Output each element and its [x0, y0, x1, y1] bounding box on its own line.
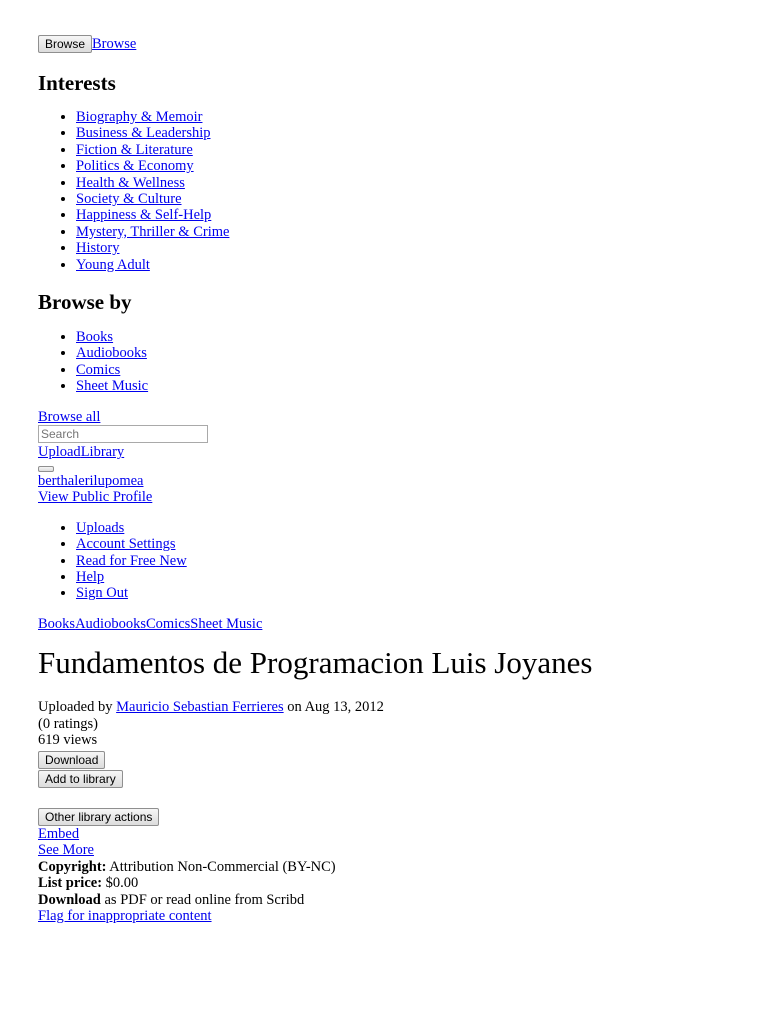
list-item [76, 142, 738, 158]
user-menu-uploads[interactable]: Uploads [76, 519, 125, 536]
search-input[interactable] [38, 425, 208, 443]
other-library-actions-button[interactable]: Other library actions [38, 808, 159, 826]
uploaded-date: on Aug 13, 2012 [283, 699, 384, 716]
interests-heading: Interests [38, 71, 116, 95]
browse-button[interactable]: Browse [38, 35, 92, 53]
user-menu-account-settings[interactable]: Account Settings [76, 536, 176, 553]
list-item [76, 240, 738, 256]
view-public-profile-link[interactable]: View Public Profile [38, 489, 153, 506]
interest-link[interactable]: Young Adult [76, 256, 150, 273]
interest-link[interactable]: Health & Wellness [76, 174, 185, 191]
category-sheet-music-link[interactable]: Sheet Music [190, 615, 263, 632]
browse-by-link[interactable]: Audiobooks [76, 345, 147, 362]
browse-link[interactable]: Browse [92, 36, 137, 52]
list-item [76, 207, 738, 223]
category-books-link[interactable]: Books [38, 615, 76, 632]
download-button[interactable]: Download [38, 751, 105, 769]
upload-link[interactable]: Upload [38, 444, 81, 461]
list-item [76, 569, 738, 585]
ratings-text: (0 ratings) [38, 715, 98, 732]
add-to-library-button[interactable]: Add to library [38, 770, 123, 788]
list-item [76, 257, 738, 273]
flag-content-link[interactable]: Flag for inappropriate content [38, 908, 212, 925]
user-menu-toggle-button[interactable] [38, 466, 54, 472]
list-price-line [38, 875, 738, 892]
browse-by-link[interactable]: Books [76, 329, 114, 346]
interest-link[interactable]: Business & Leadership [76, 125, 211, 142]
browse-by-link[interactable]: Comics [76, 361, 121, 378]
category-audiobooks-link[interactable]: Audiobooks [75, 615, 146, 632]
interest-link[interactable]: History [76, 240, 120, 257]
library-link[interactable]: Library [80, 444, 125, 461]
username-link[interactable]: berthalerilupomea [38, 472, 144, 489]
browse-by-link[interactable]: Sheet Music [76, 378, 149, 395]
list-item [76, 191, 738, 207]
list-item [76, 553, 738, 569]
list-item [76, 378, 738, 394]
user-menu-help[interactable]: Help [76, 568, 105, 585]
download-info-value: as PDF or read online from Scribd [100, 891, 305, 908]
interest-link[interactable]: Politics & Economy [76, 158, 194, 175]
uploaded-by-prefix: Uploaded by [38, 699, 117, 716]
user-menu-sign-out[interactable]: Sign Out [76, 585, 128, 602]
embed-link[interactable]: Embed [38, 825, 80, 842]
list-item [76, 224, 738, 240]
list-item [76, 125, 738, 141]
list-item [76, 345, 738, 361]
interest-link[interactable]: Biography & Memoir [76, 109, 203, 125]
interest-link[interactable]: Happiness & Self-Help [76, 207, 212, 224]
download-label: Download [38, 891, 101, 908]
copyright-line [38, 859, 738, 876]
user-menu-read-for-free[interactable]: Read for Free New [76, 552, 187, 569]
download-info-line [38, 892, 738, 909]
uploaded-by-line [38, 699, 738, 716]
list-item [76, 158, 738, 174]
interest-link[interactable]: Society & Culture [76, 191, 182, 208]
list-item [76, 536, 738, 552]
document-title: Fundamentos de Programacion Luis Joyanes [38, 645, 593, 681]
category-comics-link[interactable]: Comics [145, 615, 191, 632]
uploader-link[interactable]: Mauricio Sebastian Ferrieres [116, 699, 284, 716]
interest-link[interactable]: Mystery, Thriller & Crime [76, 223, 230, 240]
interest-link[interactable]: Fiction & Literature [76, 141, 193, 158]
page [38, 35, 738, 925]
browse-all-link[interactable]: Browse all [38, 408, 101, 425]
list-item [76, 175, 738, 191]
upload-library-row [38, 444, 738, 461]
copyright-label: Copyright: [38, 858, 107, 875]
list-price-label: List price: [38, 875, 103, 892]
browse-row [38, 35, 738, 53]
interests-list [38, 109, 738, 273]
category-links [38, 616, 738, 633]
list-item [76, 329, 738, 345]
list-price-value: $0.00 [102, 875, 139, 892]
list-item [76, 585, 738, 601]
user-menu-list [38, 520, 738, 602]
copyright-value: Attribution Non-Commercial (BY-NC) [106, 858, 336, 875]
list-item [76, 520, 738, 536]
browse-by-list [38, 329, 738, 395]
browse-by-heading: Browse by [38, 290, 132, 315]
views-text: 619 views [38, 732, 98, 749]
list-item [76, 362, 738, 378]
see-more-link[interactable]: See More [38, 842, 94, 859]
list-item [76, 109, 738, 125]
